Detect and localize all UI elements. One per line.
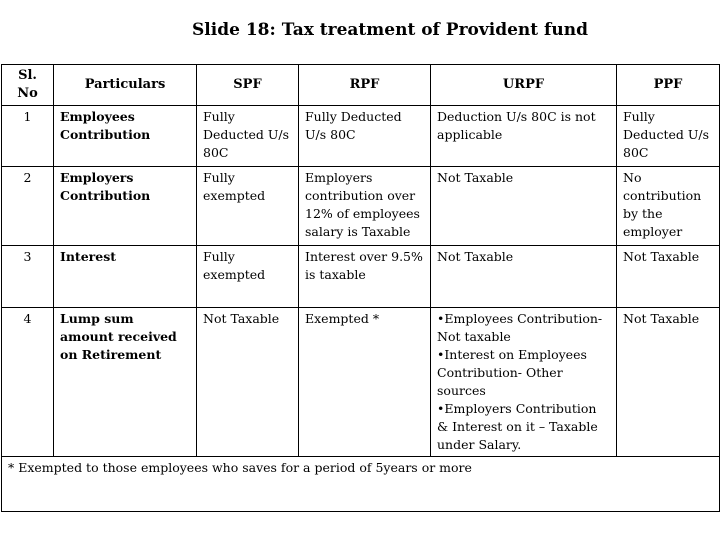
- cell-particulars: Employees Contribution: [54, 106, 197, 167]
- list-item: •Employers Contribution & Interest on it – Taxable under Salary.: [437, 401, 598, 452]
- cell-urpf: [431, 308, 617, 457]
- footnote: * Exempted to those employees who saves for a period of 5years or more: [2, 457, 720, 512]
- header-ppf: PPF: [617, 65, 720, 106]
- cell-ppf: No contribution by the employer: [617, 167, 720, 246]
- header-particulars: Particulars: [54, 65, 197, 106]
- cell-ppf: Fully Deducted U/s 80C: [617, 106, 720, 167]
- cell-ppf: Not Taxable: [617, 246, 720, 308]
- cell-urpf: Not Taxable: [431, 167, 617, 246]
- cell-rpf: Exempted *: [299, 308, 431, 457]
- list-item: •Interest on Employees Contribution- Other sources: [437, 347, 587, 398]
- cell-rpf: Interest over 9.5% is taxable: [299, 246, 431, 308]
- cell-rpf: Employers contribution over 12% of employees salary is Taxable: [299, 167, 431, 246]
- table-row: [2, 167, 720, 246]
- cell-rpf: Fully Deducted U/s 80C: [299, 106, 431, 167]
- footnote-row: [2, 457, 720, 512]
- cell-sl-no: 4: [2, 308, 54, 457]
- cell-particulars: Interest: [54, 246, 197, 308]
- pf-tax-table: [1, 64, 720, 512]
- header-spf: SPF: [197, 65, 299, 106]
- table-row: [2, 308, 720, 457]
- header-urpf: URPF: [431, 65, 617, 106]
- urpf-lump-sum-list: [437, 310, 610, 454]
- cell-particulars: Lump sum amount received on Retirement: [54, 308, 197, 457]
- cell-sl-no: 2: [2, 167, 54, 246]
- table-row: [2, 246, 720, 308]
- table-header-row: [2, 65, 720, 106]
- cell-ppf: Not Taxable: [617, 308, 720, 457]
- list-item: •Employees Contribution- Not taxable: [437, 311, 603, 344]
- cell-spf: Fully exempted: [197, 246, 299, 308]
- cell-urpf: Deduction U/s 80C is not applicable: [431, 106, 617, 167]
- cell-spf: Fully Deducted U/s 80C: [197, 106, 299, 167]
- cell-sl-no: 3: [2, 246, 54, 308]
- cell-urpf: Not Taxable: [431, 246, 617, 308]
- cell-particulars: Employers Contribution: [54, 167, 197, 246]
- header-sl-no: Sl. No: [2, 65, 54, 106]
- slide-title: Slide 18: Tax treatment of Provident fund: [192, 20, 588, 40]
- cell-spf: Not Taxable: [197, 308, 299, 457]
- table-row: [2, 106, 720, 167]
- cell-sl-no: 1: [2, 106, 54, 167]
- header-rpf: RPF: [299, 65, 431, 106]
- cell-spf: Fully exempted: [197, 167, 299, 246]
